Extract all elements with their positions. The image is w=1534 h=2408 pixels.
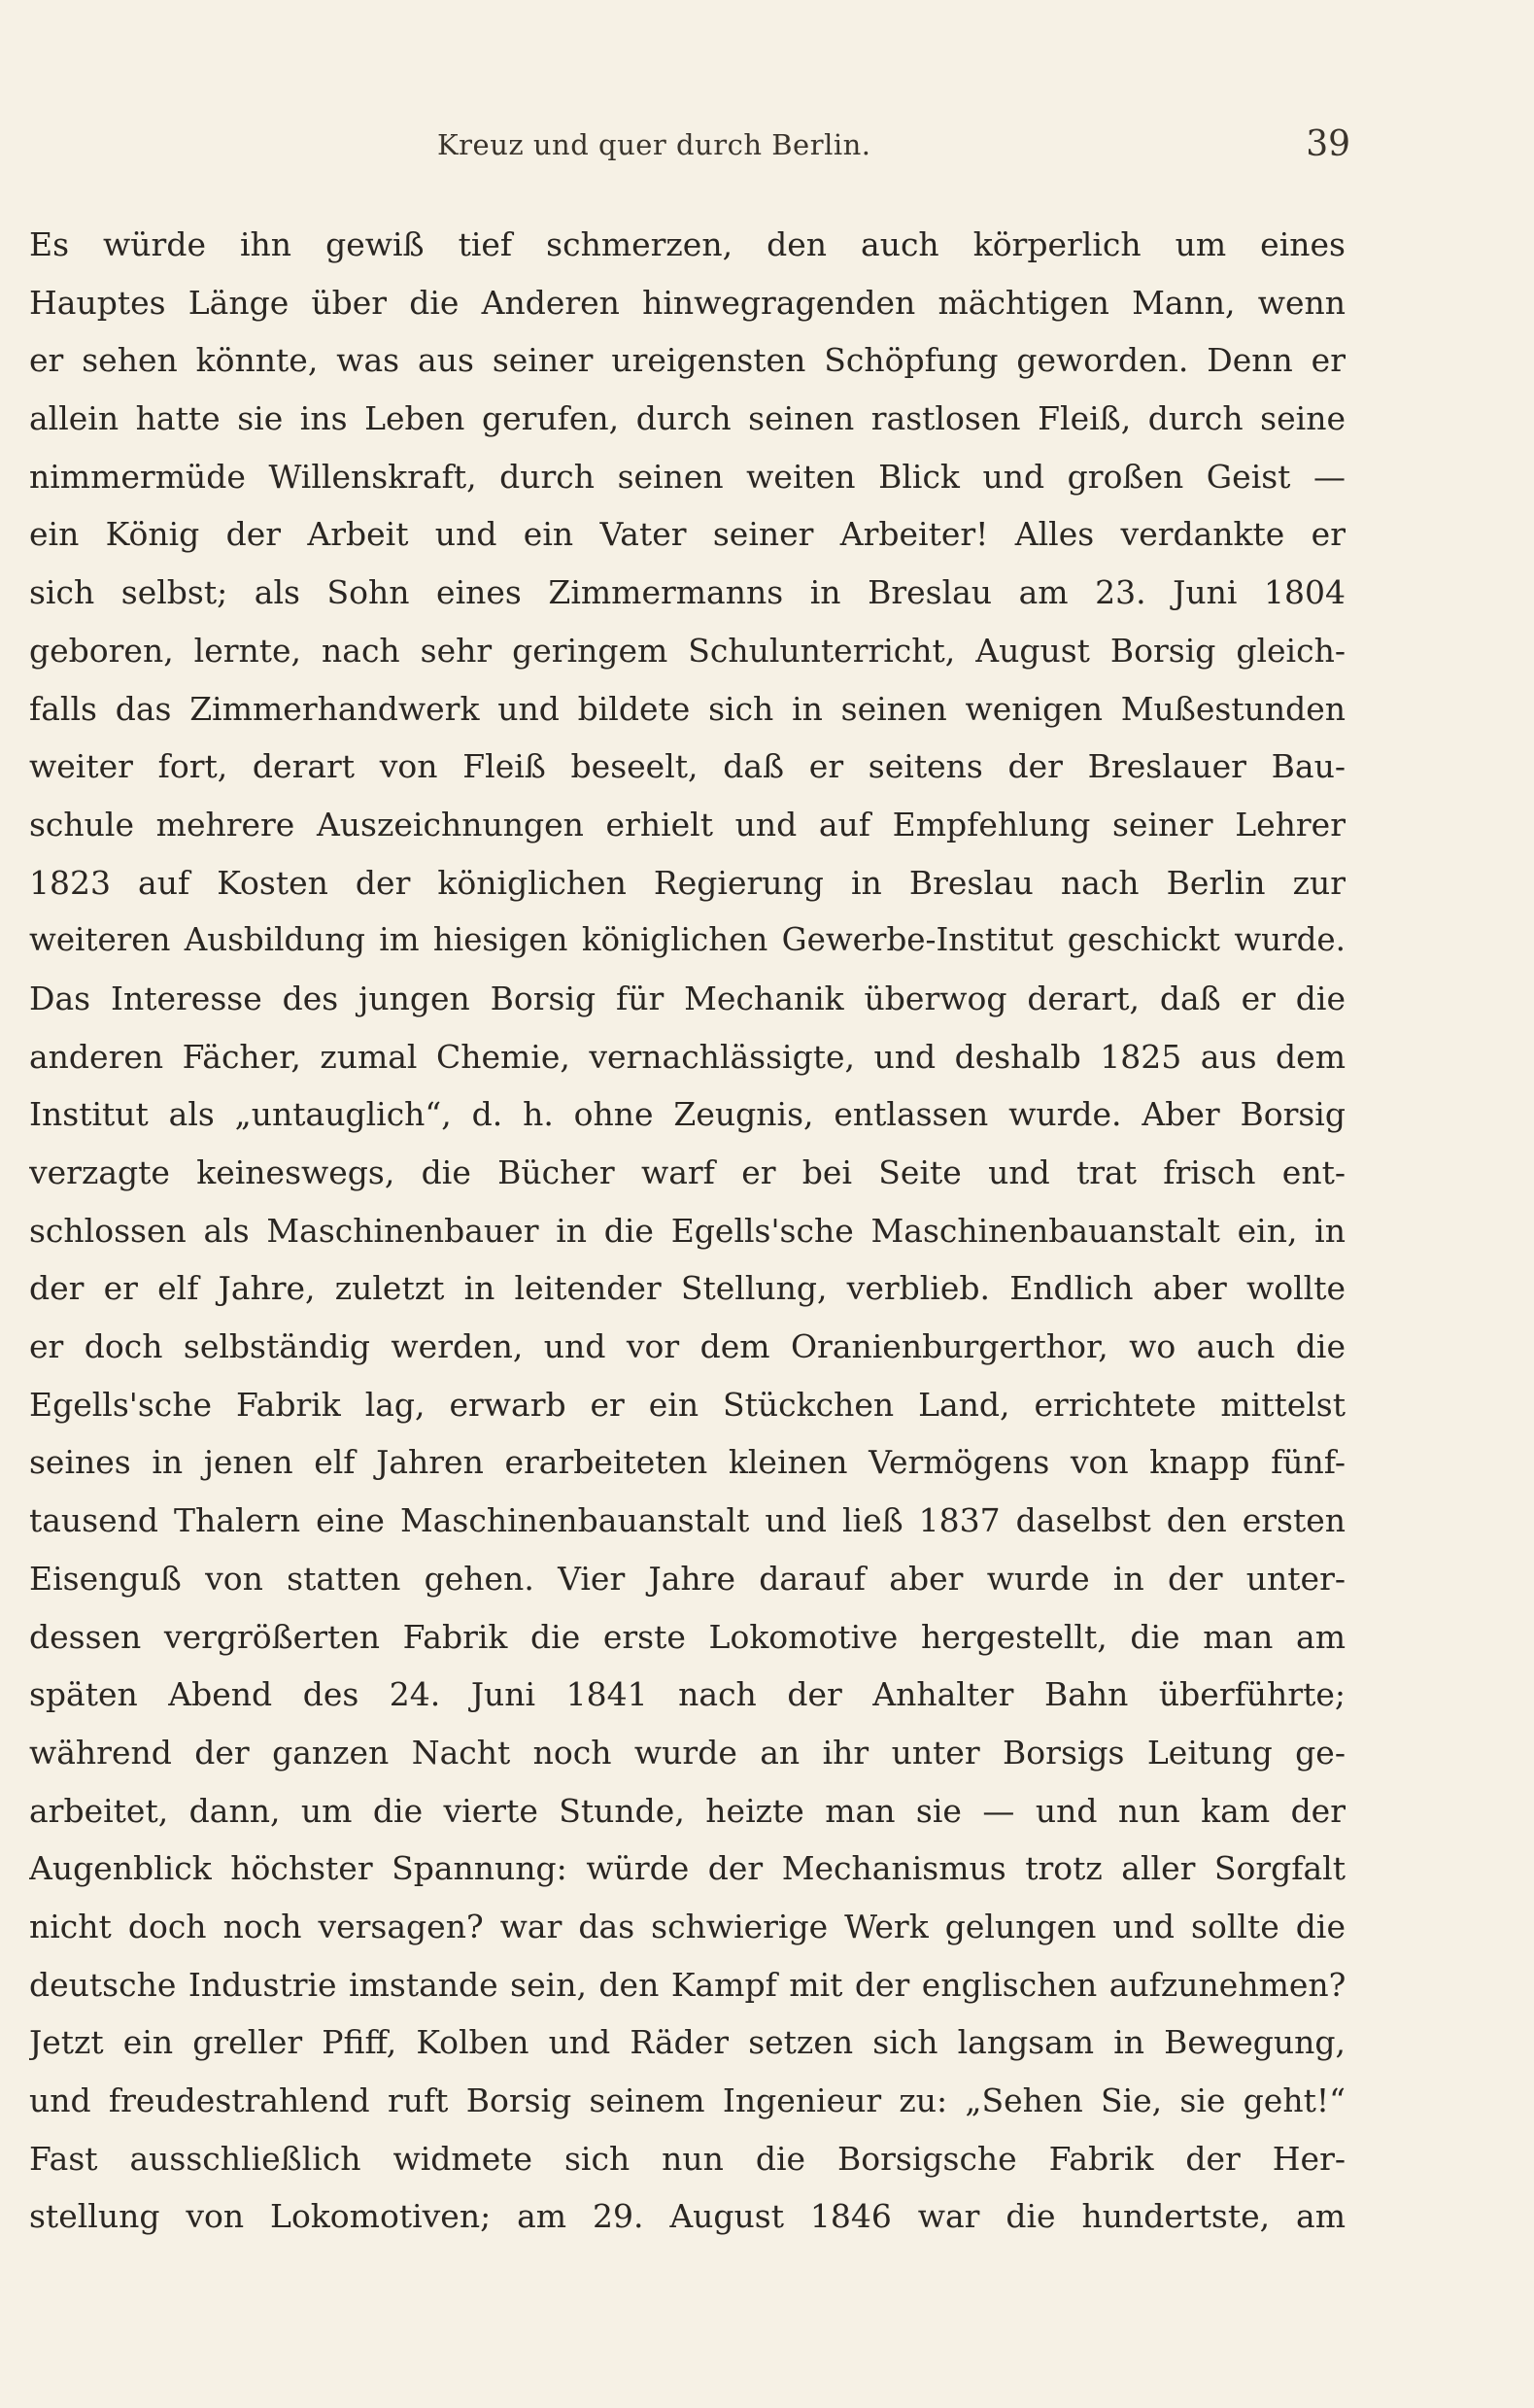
- text-line: nimmermüde Willenskraft, durch seinen weiten Blick und großen Geist —: [29, 457, 1346, 496]
- text-line: Institut als „untauglich“, d. h. ohne Zeugnis, entlassen wurde. Aber Borsig: [29, 1095, 1346, 1134]
- text-line: arbeitet, dann, um die vierte Stunde, heizte man sie — und nun kam der: [29, 1791, 1346, 1830]
- text-line: allein hatte sie ins Leben gerufen, durch seinen rastlosen Fleiß, durch seine: [29, 399, 1346, 438]
- text-line: 1823 auf Kosten der königlichen Regierung in Breslau nach Berlin zur: [29, 863, 1346, 902]
- text-line: der er elf Jahre, zuletzt in leitender Stellung, verblieb. Endlich aber wollte: [29, 1269, 1346, 1308]
- text-line: verzagte keineswegs, die Bücher warf er bei Seite und trat frisch ent-: [29, 1153, 1346, 1191]
- text-line: er sehen könnte, was aus seiner ureigensten Schöpfung geworden. Denn er: [29, 341, 1346, 380]
- page-number: 39: [1306, 124, 1350, 164]
- running-header: [29, 124, 1350, 177]
- text-line: er doch selbständig werden, und vor dem Oranienburgerthor, wo auch die: [29, 1327, 1346, 1366]
- text-line: Das Interesse des jungen Borsig für Mechanik überwog derart, daß er die: [29, 979, 1346, 1017]
- text-line: während der ganzen Nacht noch wurde an ihr unter Borsigs Leitung ge-: [29, 1733, 1346, 1772]
- text-line: tausend Thalern eine Maschinenbauanstalt und ließ 1837 daselbst den ersten: [29, 1501, 1346, 1540]
- text-line: Augenblick höchster Spannung: würde der Mechanismus trotz aller Sorgfalt: [29, 1849, 1346, 1888]
- text-line: Fast ausschließlich widmete sich nun die Borsigsche Fabrik der Her-: [29, 2139, 1346, 2178]
- text-line: schlossen als Maschinenbauer in die Egells'sche Maschinenbauanstalt ein, in: [29, 1211, 1346, 1250]
- running-header-title: Kreuz und quer durch Berlin.: [437, 128, 871, 161]
- text-line: weiteren Ausbildung im hiesigen königlichen Gewerbe-Institut geschickt wurde.: [29, 921, 1346, 959]
- text-line: Es würde ihn gewiß tief schmerzen, den auch körperlich um eines: [29, 225, 1346, 263]
- text-line: stellung von Lokomotiven; am 29. August 1846 war die hundertste, am: [29, 2197, 1346, 2236]
- text-line: weiter fort, derart von Fleiß beseelt, daß er seitens der Breslauer Bau-: [29, 747, 1346, 786]
- text-line: nicht doch noch versagen? war das schwierige Werk gelungen und sollte die: [29, 1907, 1346, 1945]
- text-line: Egells'sche Fabrik lag, erwarb er ein Stückchen Land, errichtete mittelst: [29, 1385, 1346, 1424]
- text-line: geboren, lernte, nach sehr geringem Schulunterricht, August Borsig gleich-: [29, 631, 1346, 670]
- text-line: Jetzt ein greller Pfiff, Kolben und Räder setzen sich langsam in Bewegung,: [29, 2023, 1346, 2062]
- body-text: [29, 216, 1346, 2246]
- text-line: späten Abend des 24. Juni 1841 nach der Anhalter Bahn überführte;: [29, 1675, 1346, 1714]
- text-line: falls das Zimmerhandwerk und bildete sich in seinen wenigen Mußestunden: [29, 689, 1346, 728]
- text-line: ein König der Arbeit und ein Vater seiner Arbeiter! Alles verdankte er: [29, 515, 1346, 554]
- text-line: Eisenguß von statten gehen. Vier Jahre darauf aber wurde in der unter-: [29, 1559, 1346, 1598]
- text-line: anderen Fächer, zumal Chemie, vernachlässigte, und deshalb 1825 aus dem: [29, 1037, 1346, 1076]
- text-line: und freudestrahlend ruft Borsig seinem Ingenieur zu: „Sehen Sie, sie geht!“: [29, 2081, 1346, 2119]
- text-line: sich selbst; als Sohn eines Zimmermanns in Breslau am 23. Juni 1804: [29, 573, 1346, 612]
- text-line: deutsche Industrie imstande sein, den Kampf mit der englischen aufzunehmen?: [29, 1965, 1346, 2004]
- text-line: Hauptes Länge über die Anderen hinwegragenden mächtigen Mann, wenn: [29, 283, 1346, 322]
- text-line: seines in jenen elf Jahren erarbeiteten kleinen Vermögens von knapp fünf-: [29, 1443, 1346, 1482]
- text-line: dessen vergrößerten Fabrik die erste Lokomotive hergestellt, die man am: [29, 1617, 1346, 1656]
- text-line: schule mehrere Auszeichnungen erhielt und auf Empfehlung seiner Lehrer: [29, 805, 1346, 843]
